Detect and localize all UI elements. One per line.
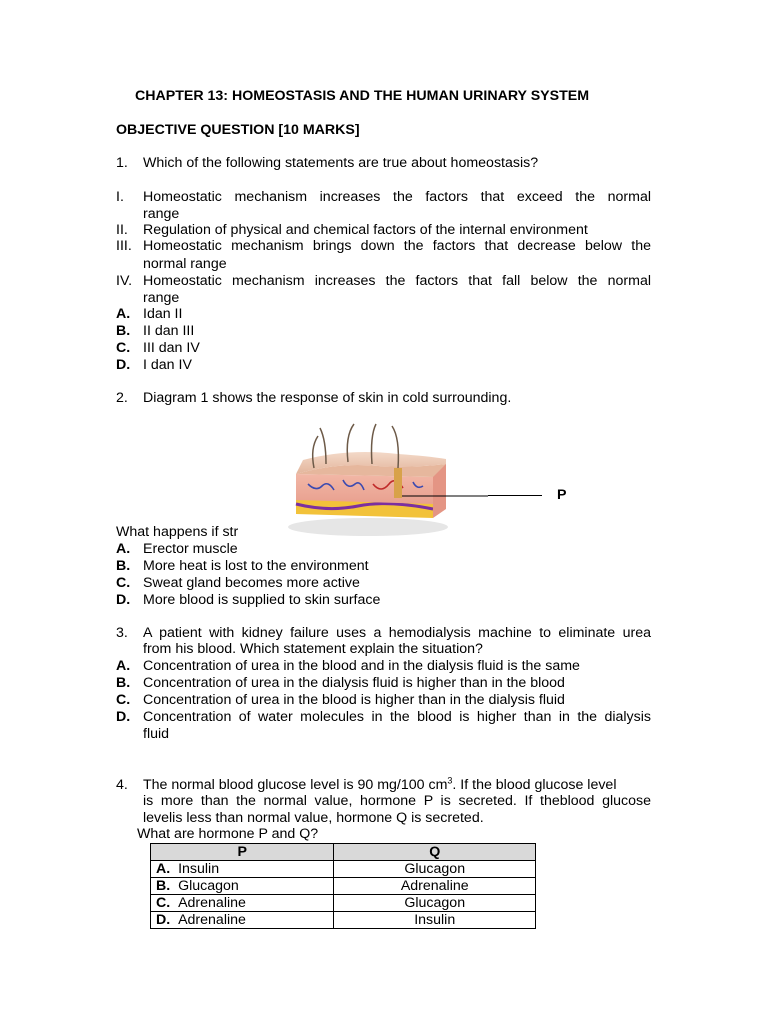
superscript-3: 3 [447, 775, 453, 786]
statement-text-cont: range [143, 290, 180, 306]
table-cell [151, 912, 334, 929]
hormone-q: Adrenaline [334, 878, 536, 895]
hormone-p: Adrenaline [178, 912, 246, 928]
table-header-row [151, 844, 536, 861]
option-label: A. [116, 541, 131, 557]
question-text-cont: from his blood. Which statement explain the situation? [143, 641, 483, 657]
question-text: Which of the following statements are true about homeostasis? [143, 155, 539, 171]
skin-cross-section-diagram [248, 414, 488, 539]
diagram-label-p: P [557, 487, 567, 503]
option-label: B. [116, 675, 131, 691]
hormone-table [150, 843, 536, 929]
option-label: C. [116, 340, 131, 356]
option-text: III dan IV [143, 340, 200, 356]
label-leader-line [488, 495, 542, 496]
table-cell [151, 878, 334, 895]
hormone-p: Insulin [178, 861, 220, 877]
question-number: 1. [116, 155, 128, 171]
hormone-q: Glucagon [334, 895, 536, 912]
option-label: A. [156, 861, 171, 877]
table-cell [151, 861, 334, 878]
option-label: B. [116, 558, 131, 574]
question-text: Diagram 1 shows the response of skin in cold surrounding. [143, 390, 512, 406]
hormone-q: Glucagon [334, 861, 536, 878]
statement-label: IV. [116, 273, 133, 289]
option-text: More blood is supplied to skin surface [143, 592, 381, 608]
question-text [143, 777, 651, 794]
option-label: A. [116, 306, 131, 322]
option-label: C. [156, 895, 171, 911]
chapter-title: CHAPTER 13: HOMEOSTASIS AND THE HUMAN URINARY SYSTEM [135, 88, 590, 104]
question-prompt: What are hormone P and Q? [137, 826, 319, 842]
question-followup: What happens if str [116, 524, 239, 540]
option-text: Erector muscle [143, 541, 238, 557]
statement-text: Homeostatic mechanism increases the factors that exceed the normal [143, 189, 651, 205]
statement-text: Regulation of physical and chemical factors of the internal environment [143, 222, 588, 238]
option-label: B. [156, 878, 171, 894]
question-text-cont: is more than the normal value, hormone P is secreted. If theblood glucose [143, 793, 651, 809]
statement-label: II. [116, 222, 128, 238]
question-text-part: The normal blood glucose level is 90 mg/100 cm [143, 777, 448, 793]
statement-label: III. [116, 238, 132, 254]
table-row [151, 878, 536, 895]
hormone-q: Insulin [334, 912, 536, 929]
question-text-cont: levelis less than normal value, hormone Q is secreted. [143, 810, 484, 826]
option-label: C. [116, 575, 131, 591]
question-number: 3. [116, 625, 128, 641]
option-text: Idan II [143, 306, 183, 322]
option-label: C. [116, 692, 131, 708]
option-text: II dan III [143, 323, 195, 339]
question-text: A patient with kidney failure uses a hemodialysis machine to eliminate urea [143, 625, 651, 641]
option-label: A. [116, 658, 131, 674]
hormone-p: Glucagon [178, 878, 239, 894]
table-header: P [151, 844, 334, 861]
option-label: D. [116, 709, 131, 725]
statement-text: Homeostatic mechanism brings down the factors that decrease below the [143, 238, 651, 254]
statement-text: Homeostatic mechanism increases the factors that fall below the normal [143, 273, 651, 289]
question-number: 2. [116, 390, 128, 406]
option-label: B. [116, 323, 131, 339]
option-text: I dan IV [143, 357, 192, 373]
hormone-p: Adrenaline [178, 895, 246, 911]
statement-text-cont: range [143, 206, 180, 222]
table-row [151, 895, 536, 912]
option-text: More heat is lost to the environment [143, 558, 369, 574]
option-text: Concentration of urea in the dialysis fluid is higher than in the blood [143, 675, 565, 691]
option-label: D. [116, 592, 131, 608]
option-text-cont: fluid [143, 726, 170, 742]
option-label: D. [156, 912, 171, 928]
question-text-part: . If the blood glucose level [452, 777, 617, 793]
option-text: Concentration of urea in the blood is higher than in the dialysis fluid [143, 692, 565, 708]
question-number: 4. [116, 777, 128, 793]
table-header: Q [334, 844, 536, 861]
option-label: D. [116, 357, 131, 373]
table-cell [151, 895, 334, 912]
option-text: Concentration of urea in the blood and in the dialysis fluid is the same [143, 658, 580, 674]
statement-text-cont: normal range [143, 256, 227, 272]
option-text: Sweat gland becomes more active [143, 575, 360, 591]
option-text: Concentration of water molecules in the blood is higher than in the dialysis [143, 709, 651, 725]
table-row [151, 912, 536, 929]
table-row [151, 861, 536, 878]
section-title: OBJECTIVE QUESTION [10 MARKS] [116, 122, 360, 138]
statement-label: I. [116, 189, 124, 205]
